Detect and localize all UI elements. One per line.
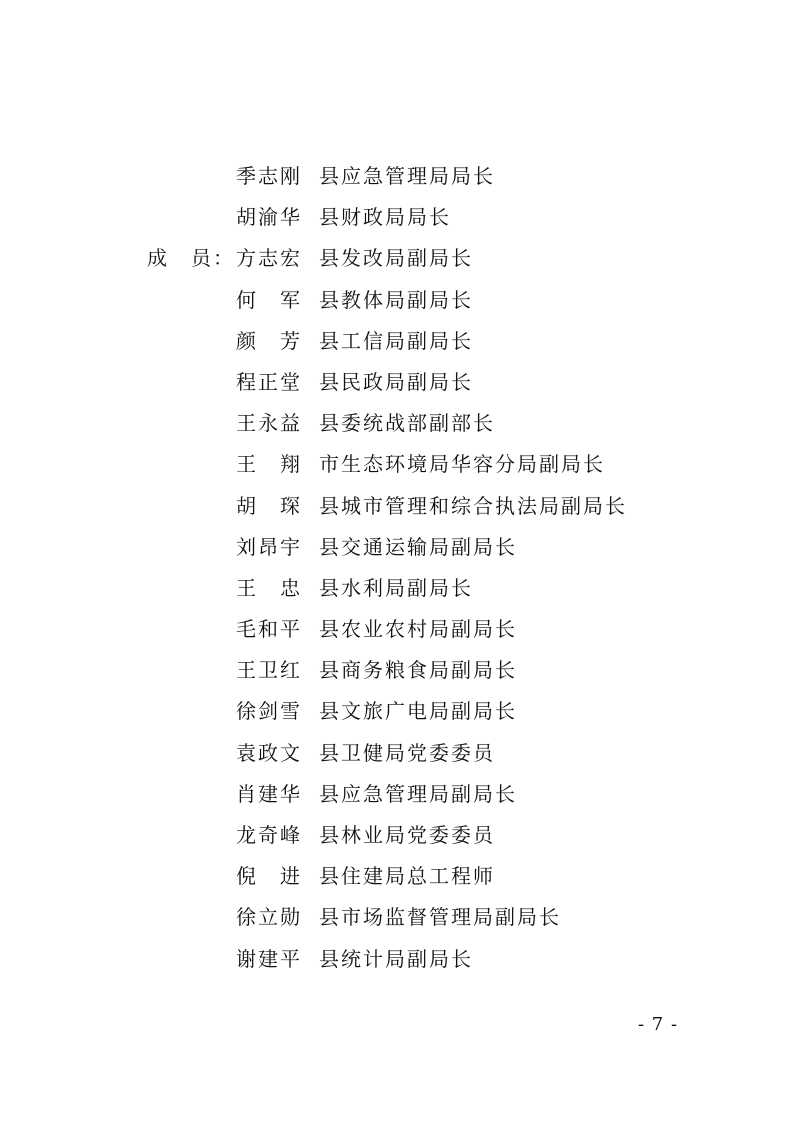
member-title: 县民政局副局长 [319,369,473,394]
member-name: 王永益 [236,411,302,436]
member-title: 县城市管理和综合执法局副局长 [319,493,627,518]
member-title: 县卫健局党委委员 [319,740,495,765]
member-roster [0,156,793,980]
member-name: 颜 芳 [236,328,302,353]
member-name: 方志宏 [236,246,302,271]
roster-row [0,815,793,856]
roster-row [0,280,793,321]
roster-row [0,444,793,485]
roster-row [0,856,793,897]
member-title: 市生态环境局华容分局副局长 [319,452,605,477]
member-title: 县农业农村局副局长 [319,617,517,642]
member-title: 县工信局副局长 [319,328,473,353]
member-name: 王 忠 [236,575,302,600]
member-name: 倪 进 [236,864,302,889]
member-name: 王 翔 [236,452,302,477]
member-title: 县商务粮食局副局长 [319,658,517,683]
member-title: 县教体局副局长 [319,287,473,312]
member-title: 县委统战部副部长 [319,411,495,436]
member-title: 县林业局党委委员 [319,823,495,847]
member-title: 县财政局局长 [319,205,451,230]
member-name: 龙奇峰 [236,823,302,847]
roster-row [0,733,793,774]
member-name: 王卫红 [236,658,302,683]
member-name: 徐立勋 [236,905,302,930]
member-title: 县发改局副局长 [319,246,473,271]
roster-row [0,486,793,527]
member-title: 县住建局总工程师 [319,864,495,889]
member-title: 县市场监督管理局副局长 [319,905,561,930]
roster-row [0,238,793,279]
roster-row [0,362,793,403]
roster-row [0,403,793,444]
member-title: 县交通运输局副局长 [319,534,517,559]
roster-row [0,321,793,362]
member-name: 谢建平 [236,946,302,971]
roster-row [0,650,793,691]
role-label: 成 员： [147,246,235,271]
member-name: 肖建华 [236,781,302,806]
member-name: 胡渝华 [236,205,302,230]
member-title: 县应急管理局局长 [319,164,495,188]
member-title: 县文旅广电局副局长 [319,699,517,724]
member-name: 何 军 [236,287,302,312]
member-name: 季志刚 [236,164,302,188]
roster-row [0,774,793,815]
roster-row [0,568,793,609]
member-title: 县应急管理局副局长 [319,781,517,806]
roster-row [0,156,793,197]
roster-row [0,939,793,980]
roster-row [0,527,793,568]
roster-row [0,691,793,732]
member-name: 胡 琛 [236,493,302,518]
roster-row [0,609,793,650]
member-name: 毛和平 [236,617,302,642]
page-number: - 7 - [638,1014,679,1035]
member-name: 程正堂 [236,369,302,394]
member-title: 县水利局副局长 [319,575,473,600]
member-name: 袁政文 [236,740,302,765]
roster-row [0,897,793,938]
member-name: 徐剑雪 [236,699,302,724]
roster-row [0,197,793,238]
member-title: 县统计局副局长 [319,946,473,971]
member-name: 刘昂宇 [236,534,302,559]
